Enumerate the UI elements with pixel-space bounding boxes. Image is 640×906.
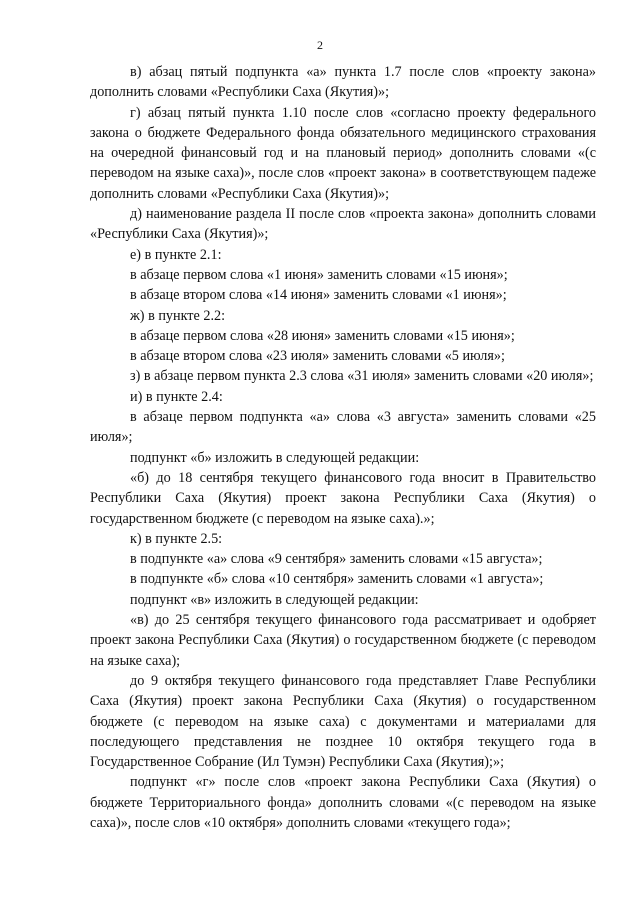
document-body [90, 62, 596, 833]
paragraph-i-1: в абзаце первом подпункта «а» слова «3 августа» заменить словами «25 июля»; [90, 409, 596, 446]
paragraph-zh: ж) в пункте 2.2: [130, 307, 226, 324]
paragraph-k-3: подпункт «в» изложить в следующей редакции: [130, 591, 419, 608]
paragraph-k: к) в пункте 2.5: [130, 530, 223, 547]
paragraph-k-4: «в) до 25 сентября текущего финансового года рассматривает и одобряет проект закона Республики Саха (Якутия) о государственном бюджете (с переводом на языке саха); [90, 612, 596, 669]
paragraph-e-2: в абзаце втором слова «14 июня» заменить словами «1 июня»; [130, 287, 507, 304]
paragraph-i-2: подпункт «б» изложить в следующей редакции: [130, 449, 420, 466]
paragraph-k-5: до 9 октября текущего финансового года представляет Главе Республики Саха (Якутия) проект закона Республики Саха (Якутия) о государственном бюджете (с переводом на языке саха) с документами и материалами для последующего представления не позднее 10 октября текущего года в Государственное Собрание (Ил Тумэн) Республики Саха (Якутия);»; [90, 672, 596, 771]
paragraph-zh-1: в абзаце первом слова «28 июня» заменить словами «15 июня»; [130, 327, 515, 344]
paragraph-zh-2: в абзаце втором слова «23 июля» заменить словами «5 июля»; [130, 348, 505, 365]
paragraph-i: и) в пункте 2.4: [130, 388, 223, 405]
paragraph-k-1: в подпункте «а» слова «9 сентября» заменить словами «15 августа»; [130, 551, 543, 568]
paragraph-d: д) наименование раздела II после слов «проекта закона» дополнить словами «Республики Саха (Якутия)»; [90, 206, 596, 243]
paragraph-z: з) в абзаце первом пункта 2.3 слова «31 июля» заменить словами «20 июля»; [130, 368, 594, 385]
paragraph-e: е) в пункте 2.1: [130, 246, 222, 263]
paragraph-e-1: в абзаце первом слова «1 июня» заменить словами «15 июня»; [130, 266, 508, 283]
paragraph-i-3: «б) до 18 сентября текущего финансового года вносит в Правительство Республики Саха (Якутия) проект закона Республики Саха (Якутия) о государственном бюджете (с переводом на языке саха).»; [90, 469, 596, 527]
paragraph-k-2: в подпункте «б» слова «10 сентября» заменить словами «1 августа»; [130, 571, 544, 588]
page-number: 2 [317, 38, 323, 52]
paragraph-g: г) абзац пятый пункта 1.10 после слов «согласно проекту федерального закона о бюджете Федерального фонда обязательного медицинского страхования на очередной финансовый год и на плановый период» дополнить словами «(с переводом на языке саха)», после слов «проект закона» в соответствующем падеже дополнить словами «Республики Саха (Якутия)»; [90, 104, 596, 202]
paragraph-k-6: подпункт «г» после слов «проект закона Республики Саха (Якутия) о бюджете Территориального фонда» дополнить словами «(с переводом на языке саха)», после слов «10 октября» дополнить словами «текущего года»; [90, 774, 596, 831]
paragraph-v: в) абзац пятый подпункта «а» пункта 1.7 после слов «проекту закона» дополнить словами «Республики Саха (Якутия)»; [90, 64, 596, 101]
